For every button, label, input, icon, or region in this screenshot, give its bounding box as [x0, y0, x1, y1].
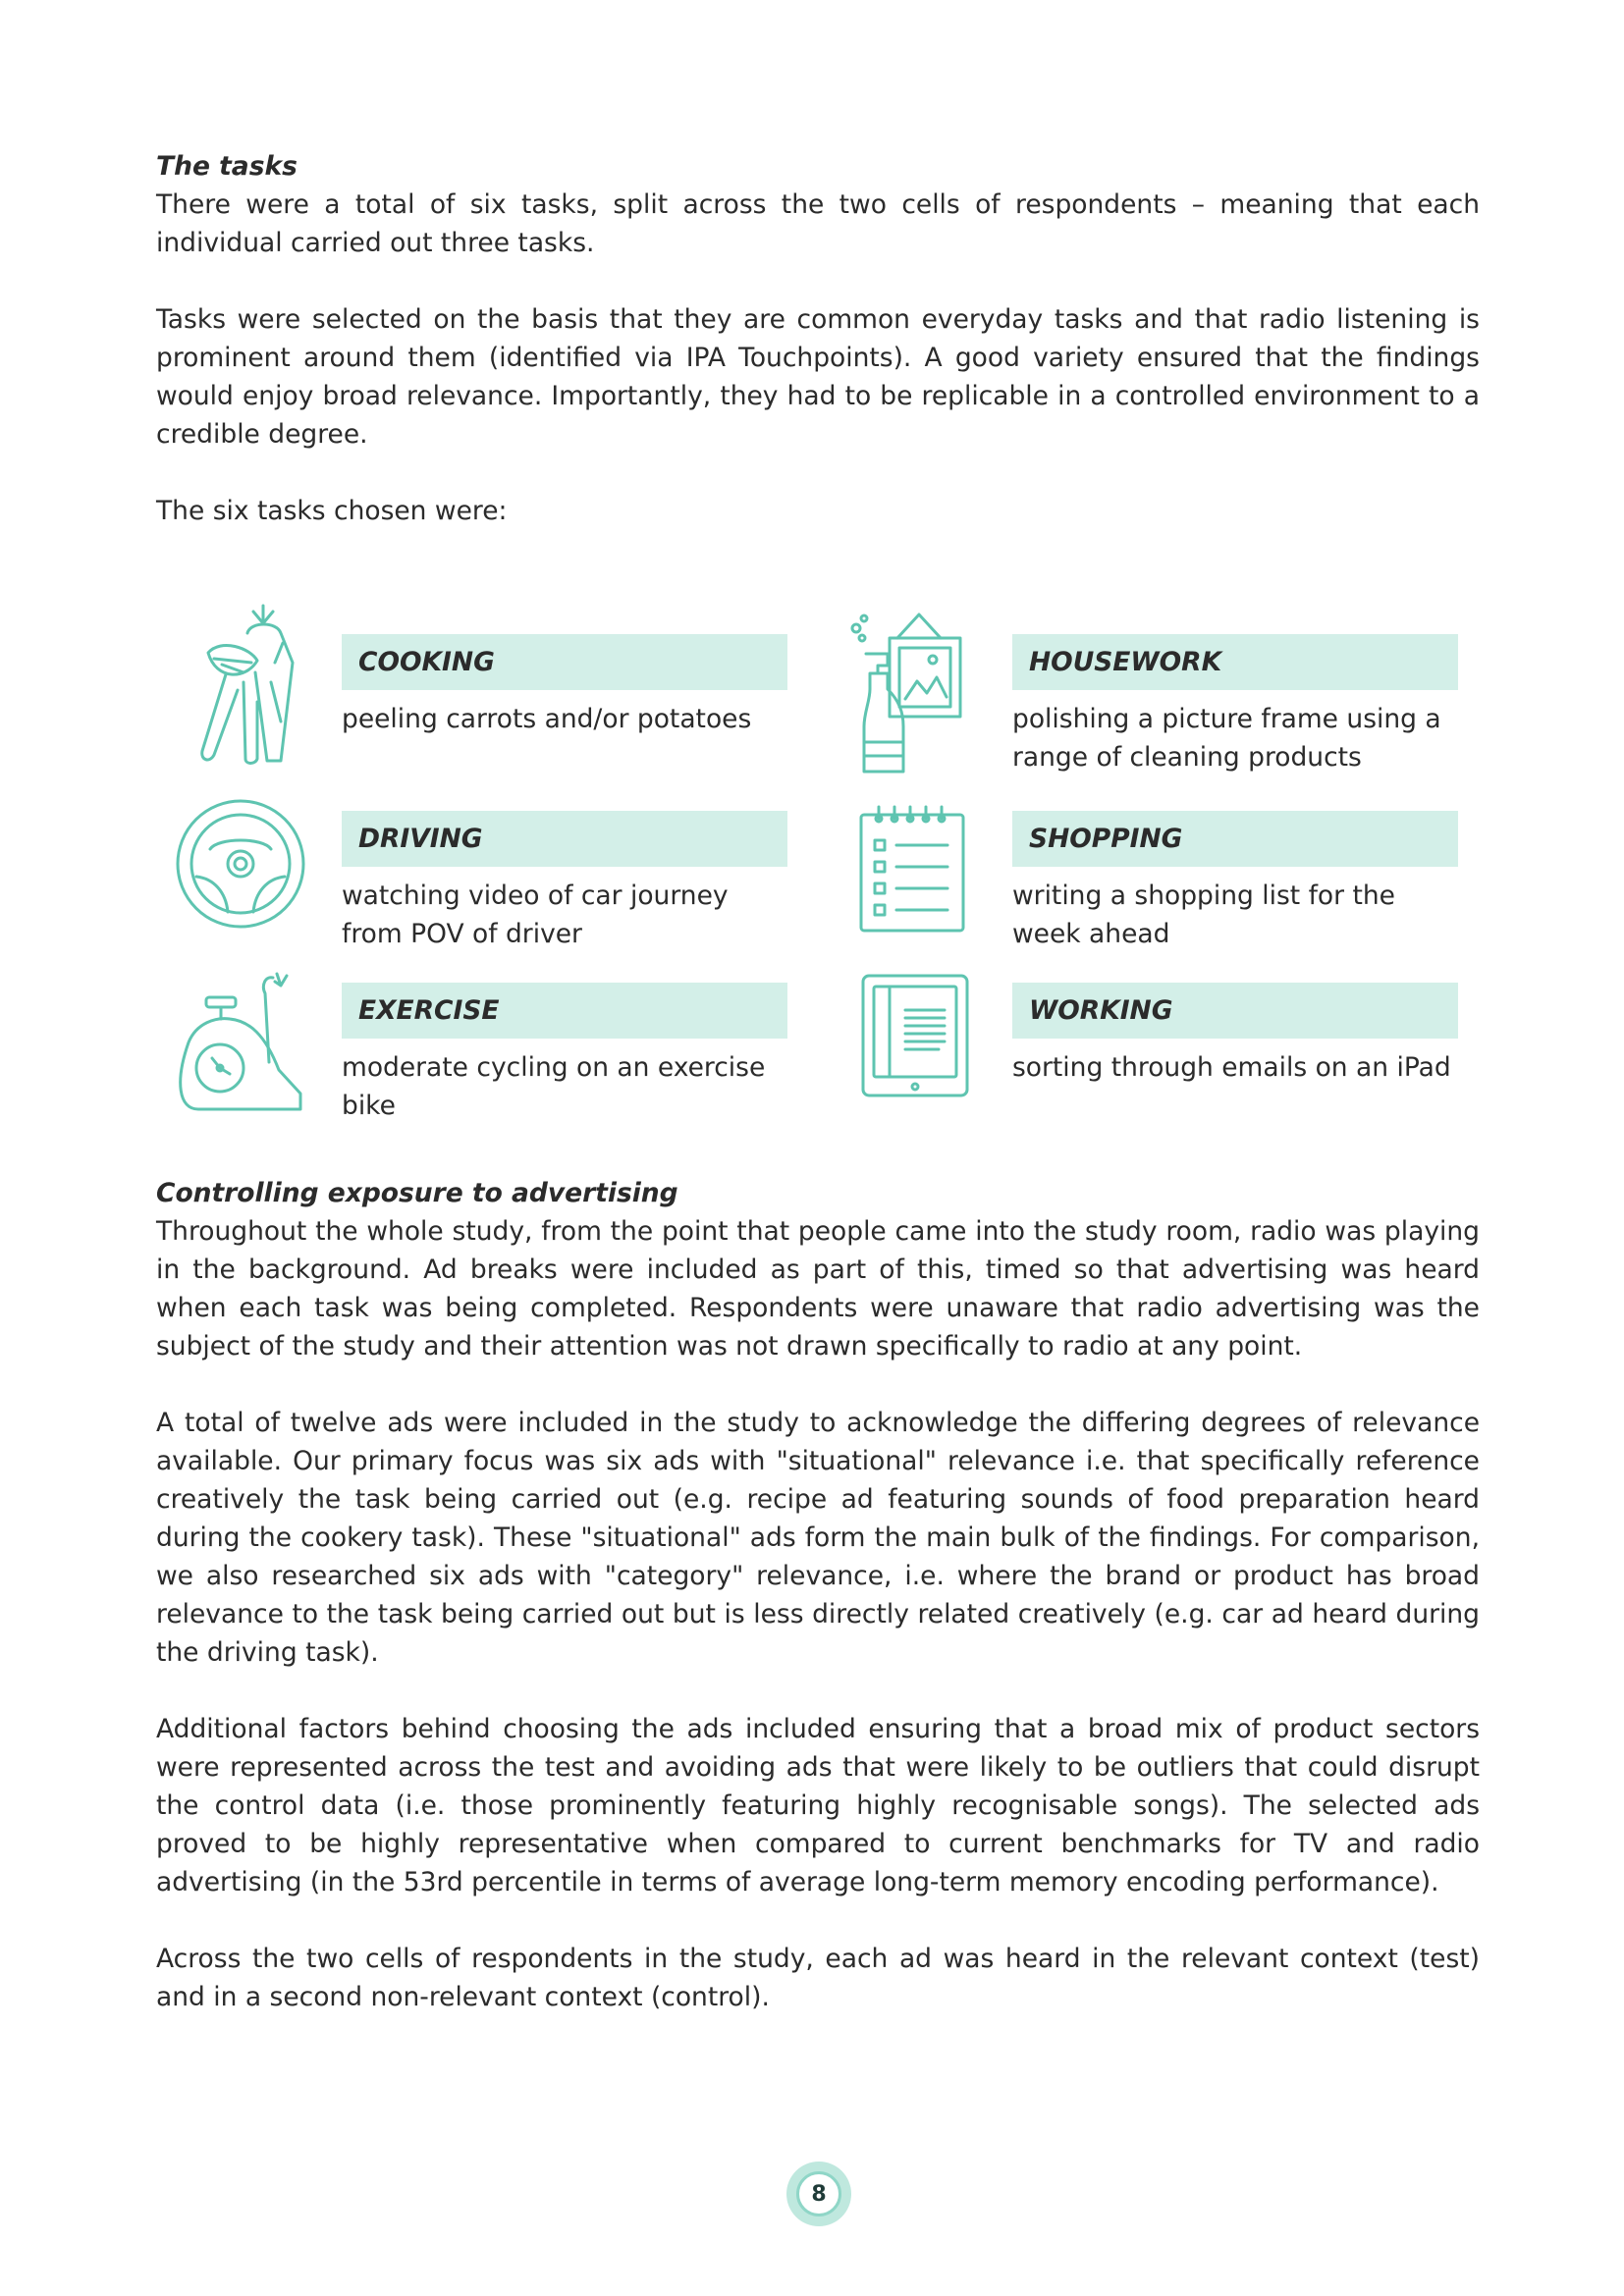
task-title-working: WORKING [1012, 983, 1458, 1039]
checklist-notepad-icon [857, 805, 967, 934]
advertising-section [156, 1174, 1480, 2016]
task-title-exercise: EXERCISE [342, 983, 787, 1039]
task-desc-shopping: writing a shopping list for the week ahead [1012, 881, 1395, 949]
task-title-driving: DRIVING [342, 811, 787, 867]
paragraph: A total of twelve ads were included in the study to acknowledge the differing degrees of relevance available. Our primary focus was six ads with "situational" relevance i.e. that specifically reference creatively the task being carried out (e.g. recipe ad featuring sounds of food preparation heard during the cookery task). These "situational" ads form the main bulk of the findings. For comparison, we also researched six ads with "category" relevance, i.e. where the brand or product has broad relevance to the task being carried out but is less directly related creatively (e.g. car ad heard during the driving task). [156, 1408, 1480, 1668]
task-title-shopping: SHOPPING [1012, 811, 1458, 867]
task-desc-cooking: peeling carrots and/or potatoes [342, 704, 752, 734]
task-title-housework: HOUSEWORK [1012, 634, 1458, 690]
paragraph: The six tasks chosen were: [156, 496, 508, 526]
page-number: 8 [796, 2171, 841, 2216]
task-desc-exercise: moderate cycling on an exercise bike [342, 1052, 766, 1121]
task-desc-driving: watching video of car journey from POV of driver [342, 881, 729, 949]
paragraph: Tasks were selected on the basis that they are common everyday tasks and that radio listening is prominent around them (identified via IPA Touchpoints). A good variety ensured that the findings would enjoy broad relevance. Importantly, they had to be replicable in a controlled environment to a credible degree. [156, 304, 1480, 450]
tasks-intro [156, 147, 1480, 530]
carrot-peeler-icon [196, 604, 309, 766]
section-heading-tasks: The tasks [156, 151, 298, 182]
paragraph: Across the two cells of respondents in the study, each ad was heard in the relevant context (test) and in a second non-relevant context (control). [156, 1944, 1480, 2012]
paragraph: Throughout the whole study, from the point that people came into the study room, radio was playing in the background. Ad breaks were included as part of this, timed so that advertising was heard when each task was being completed. Respondents were unaware that radio advertising was the subject of the study and their attention was not drawn specifically to radio at any point. [156, 1216, 1480, 1362]
paragraph: Additional factors behind choosing the ads included ensuring that a broad mix of product sectors were represented across the test and avoiding ads that were likely to be outliers that could disrupt the control data (i.e. those prominently featuring highly recognisable songs). The selected ads proved to be highly representative when compared to current benchmarks for TV and radio advertising (in the 53rd percentile in terms of average long-term memory encoding performance). [156, 1714, 1480, 1897]
spray-bottle-frame-icon [848, 611, 976, 777]
paragraph: There were a total of six tasks, split across the two cells of respondents – meaning that each individual carried out three tasks. [156, 189, 1480, 258]
exercise-bike-icon [171, 972, 308, 1114]
tablet-icon [860, 973, 970, 1098]
task-desc-working: sorting through emails on an iPad [1012, 1052, 1451, 1083]
steering-wheel-icon [175, 798, 306, 930]
page-number-badge [786, 2162, 851, 2226]
task-desc-housework: polishing a picture frame using a range of cleaning products [1012, 704, 1441, 773]
section-heading-advertising: Controlling exposure to advertising [156, 1178, 678, 1208]
task-title-cooking: COOKING [342, 634, 787, 690]
